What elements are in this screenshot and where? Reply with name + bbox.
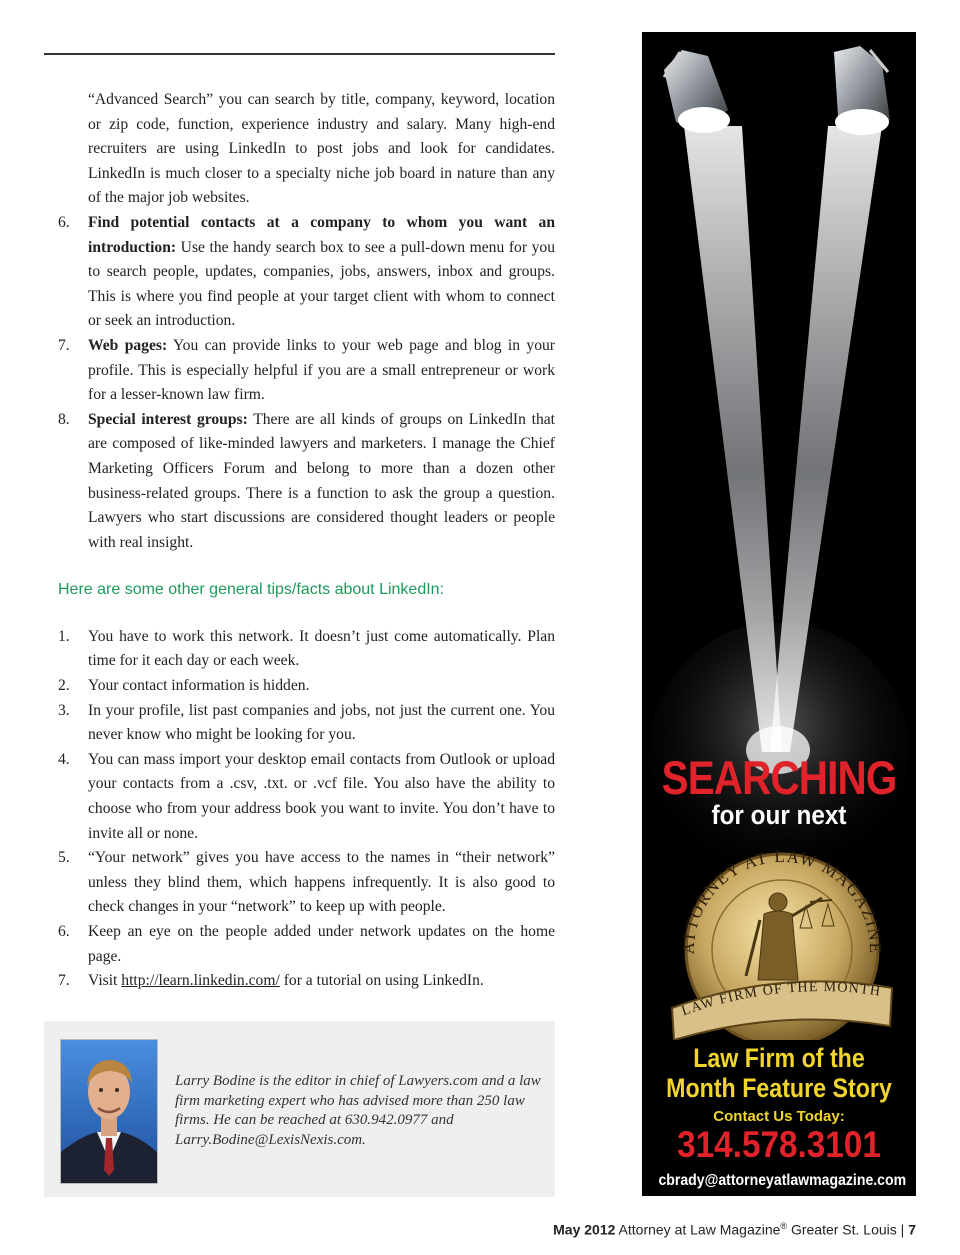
continued-paragraph: “Advanced Search” you can search by title, company, keyword, location or zip code, function, experience industry and salary. Many high-end recruiters are using LinkedIn to post jobs and look for candidates. LinkedIn is much closer to a specialty niche job board in nature than any of the major job websites. bbox=[88, 91, 555, 207]
top-rule bbox=[44, 53, 555, 55]
tip-item bbox=[58, 969, 555, 994]
tip-item bbox=[58, 920, 555, 969]
tip-number: 7. bbox=[58, 972, 70, 990]
ad-phone[interactable]: 314.578.3101 bbox=[677, 1124, 881, 1165]
tip-item bbox=[58, 846, 555, 920]
item-number: 6. bbox=[58, 213, 70, 231]
footer-edition: Greater St. Louis bbox=[790, 1221, 897, 1238]
tip-text-suffix: for a tutorial on using LinkedIn. bbox=[279, 972, 484, 990]
advertisement[interactable] bbox=[642, 32, 916, 1196]
tip-number: 6. bbox=[58, 923, 70, 940]
tip-text: “Your network” gives you have access to the names in “their network” unless they blind them, which happens infrequently. It is also good to check changes in your “network” to keep up with people. bbox=[88, 849, 555, 916]
section-subhead: Here are some other general tips/facts about LinkedIn: bbox=[58, 581, 444, 599]
page-number: 7 bbox=[908, 1221, 916, 1238]
ad-feature-line-2: Month Feature Story bbox=[666, 1073, 892, 1103]
list-item bbox=[58, 211, 555, 334]
tip-text: You can mass import your desktop email contacts from Outlook or upload your contacts from a .csv, .txt. or .vcf file. You also have the ability to choose who from your address book you want to invite. You don’t have to invite all or none. bbox=[88, 750, 555, 842]
author-portrait-icon bbox=[61, 1040, 157, 1183]
page-footer bbox=[553, 1221, 916, 1238]
tip-number: 1. bbox=[58, 627, 70, 645]
tip-number: 2. bbox=[58, 677, 70, 695]
ad-subline: for our next bbox=[711, 800, 847, 830]
tip-text-prefix: Visit bbox=[88, 972, 122, 990]
article-column bbox=[58, 88, 555, 994]
item-lead: Find potential contacts at a company to whom you want an introduction: bbox=[88, 213, 555, 256]
ad-headline: SEARCHING bbox=[661, 751, 897, 804]
item-lead: Special interest groups: bbox=[88, 410, 248, 428]
tip-number: 4. bbox=[58, 750, 70, 768]
list-item bbox=[58, 334, 555, 408]
tip-item bbox=[58, 674, 555, 699]
footer-separator: | bbox=[900, 1221, 905, 1238]
tip-number: 3. bbox=[58, 701, 70, 719]
ad-feature-line-1: Law Firm of the bbox=[693, 1043, 865, 1073]
magazine-seal bbox=[642, 840, 916, 1040]
footer-registered: ® bbox=[780, 1221, 788, 1231]
footer-date: May 2012 bbox=[553, 1221, 616, 1238]
ad-contact-label: Contact Us Today: bbox=[713, 1108, 845, 1125]
item-number: 7. bbox=[58, 336, 70, 354]
tip-text: You have to work this network. It doesn’t just come automatically. Plan time for it each day or each week. bbox=[88, 627, 555, 670]
ad-email[interactable]: cbrady@attorneyatlawmagazine.com bbox=[658, 1172, 907, 1189]
tip-text: Your contact information is hidden. bbox=[88, 677, 310, 695]
tip-item bbox=[58, 625, 555, 674]
item-lead: Web pages: bbox=[88, 336, 168, 354]
list-item bbox=[58, 408, 555, 556]
item-text: You can provide links to your web page and blog in your profile. This is especially helpful if you are a small entrepreneur or work for a lesser-known law firm. bbox=[88, 336, 555, 404]
seal-ribbon-text: LAW FIRM OF THE MONTH bbox=[679, 980, 883, 1020]
author-bio-text: Larry Bodine is the editor in chief of Lawyers.com and a law firm marketing expert who has advised more than 250 law firms. He can be reached at 630.942.0977 and Larry.Bodine@LexisNexis.com. bbox=[175, 1073, 541, 1148]
seal-top-text: ATTORNEY AT LAW MAGAZINE bbox=[678, 846, 886, 955]
author-photo bbox=[60, 1039, 158, 1184]
footer-publication: Attorney at Law Magazine bbox=[618, 1221, 781, 1238]
item-text: Use the handy search box to see a pull-down menu for you to search people, updates, companies, jobs, answers, inbox and groups. This is where you find people at your target client with whom to connect or seek an introduction. bbox=[88, 238, 555, 330]
item-number: 8. bbox=[58, 410, 70, 428]
tip-item bbox=[58, 748, 555, 846]
tip-text: Keep an eye on the people added under network updates on the home page. bbox=[88, 923, 555, 965]
tip-number: 5. bbox=[58, 849, 70, 867]
author-bio-box bbox=[44, 1021, 555, 1197]
item-text: There are all kinds of groups on LinkedIn that are composed of like-minded lawyers and marketers. I manage the Chief Marketing Officers Forum and belong to more than a dozen other business-related groups. There is a function to ask the group a question. Lawyers who start discussions are considered thought leaders or people with real insight. bbox=[88, 410, 555, 551]
linkedin-tutorial-link[interactable]: http://learn.linkedin.com/ bbox=[121, 972, 280, 990]
tip-item bbox=[58, 699, 555, 748]
tip-text: In your profile, list past companies and jobs, not just the current one. You never know who might be looking for you. bbox=[88, 701, 555, 744]
